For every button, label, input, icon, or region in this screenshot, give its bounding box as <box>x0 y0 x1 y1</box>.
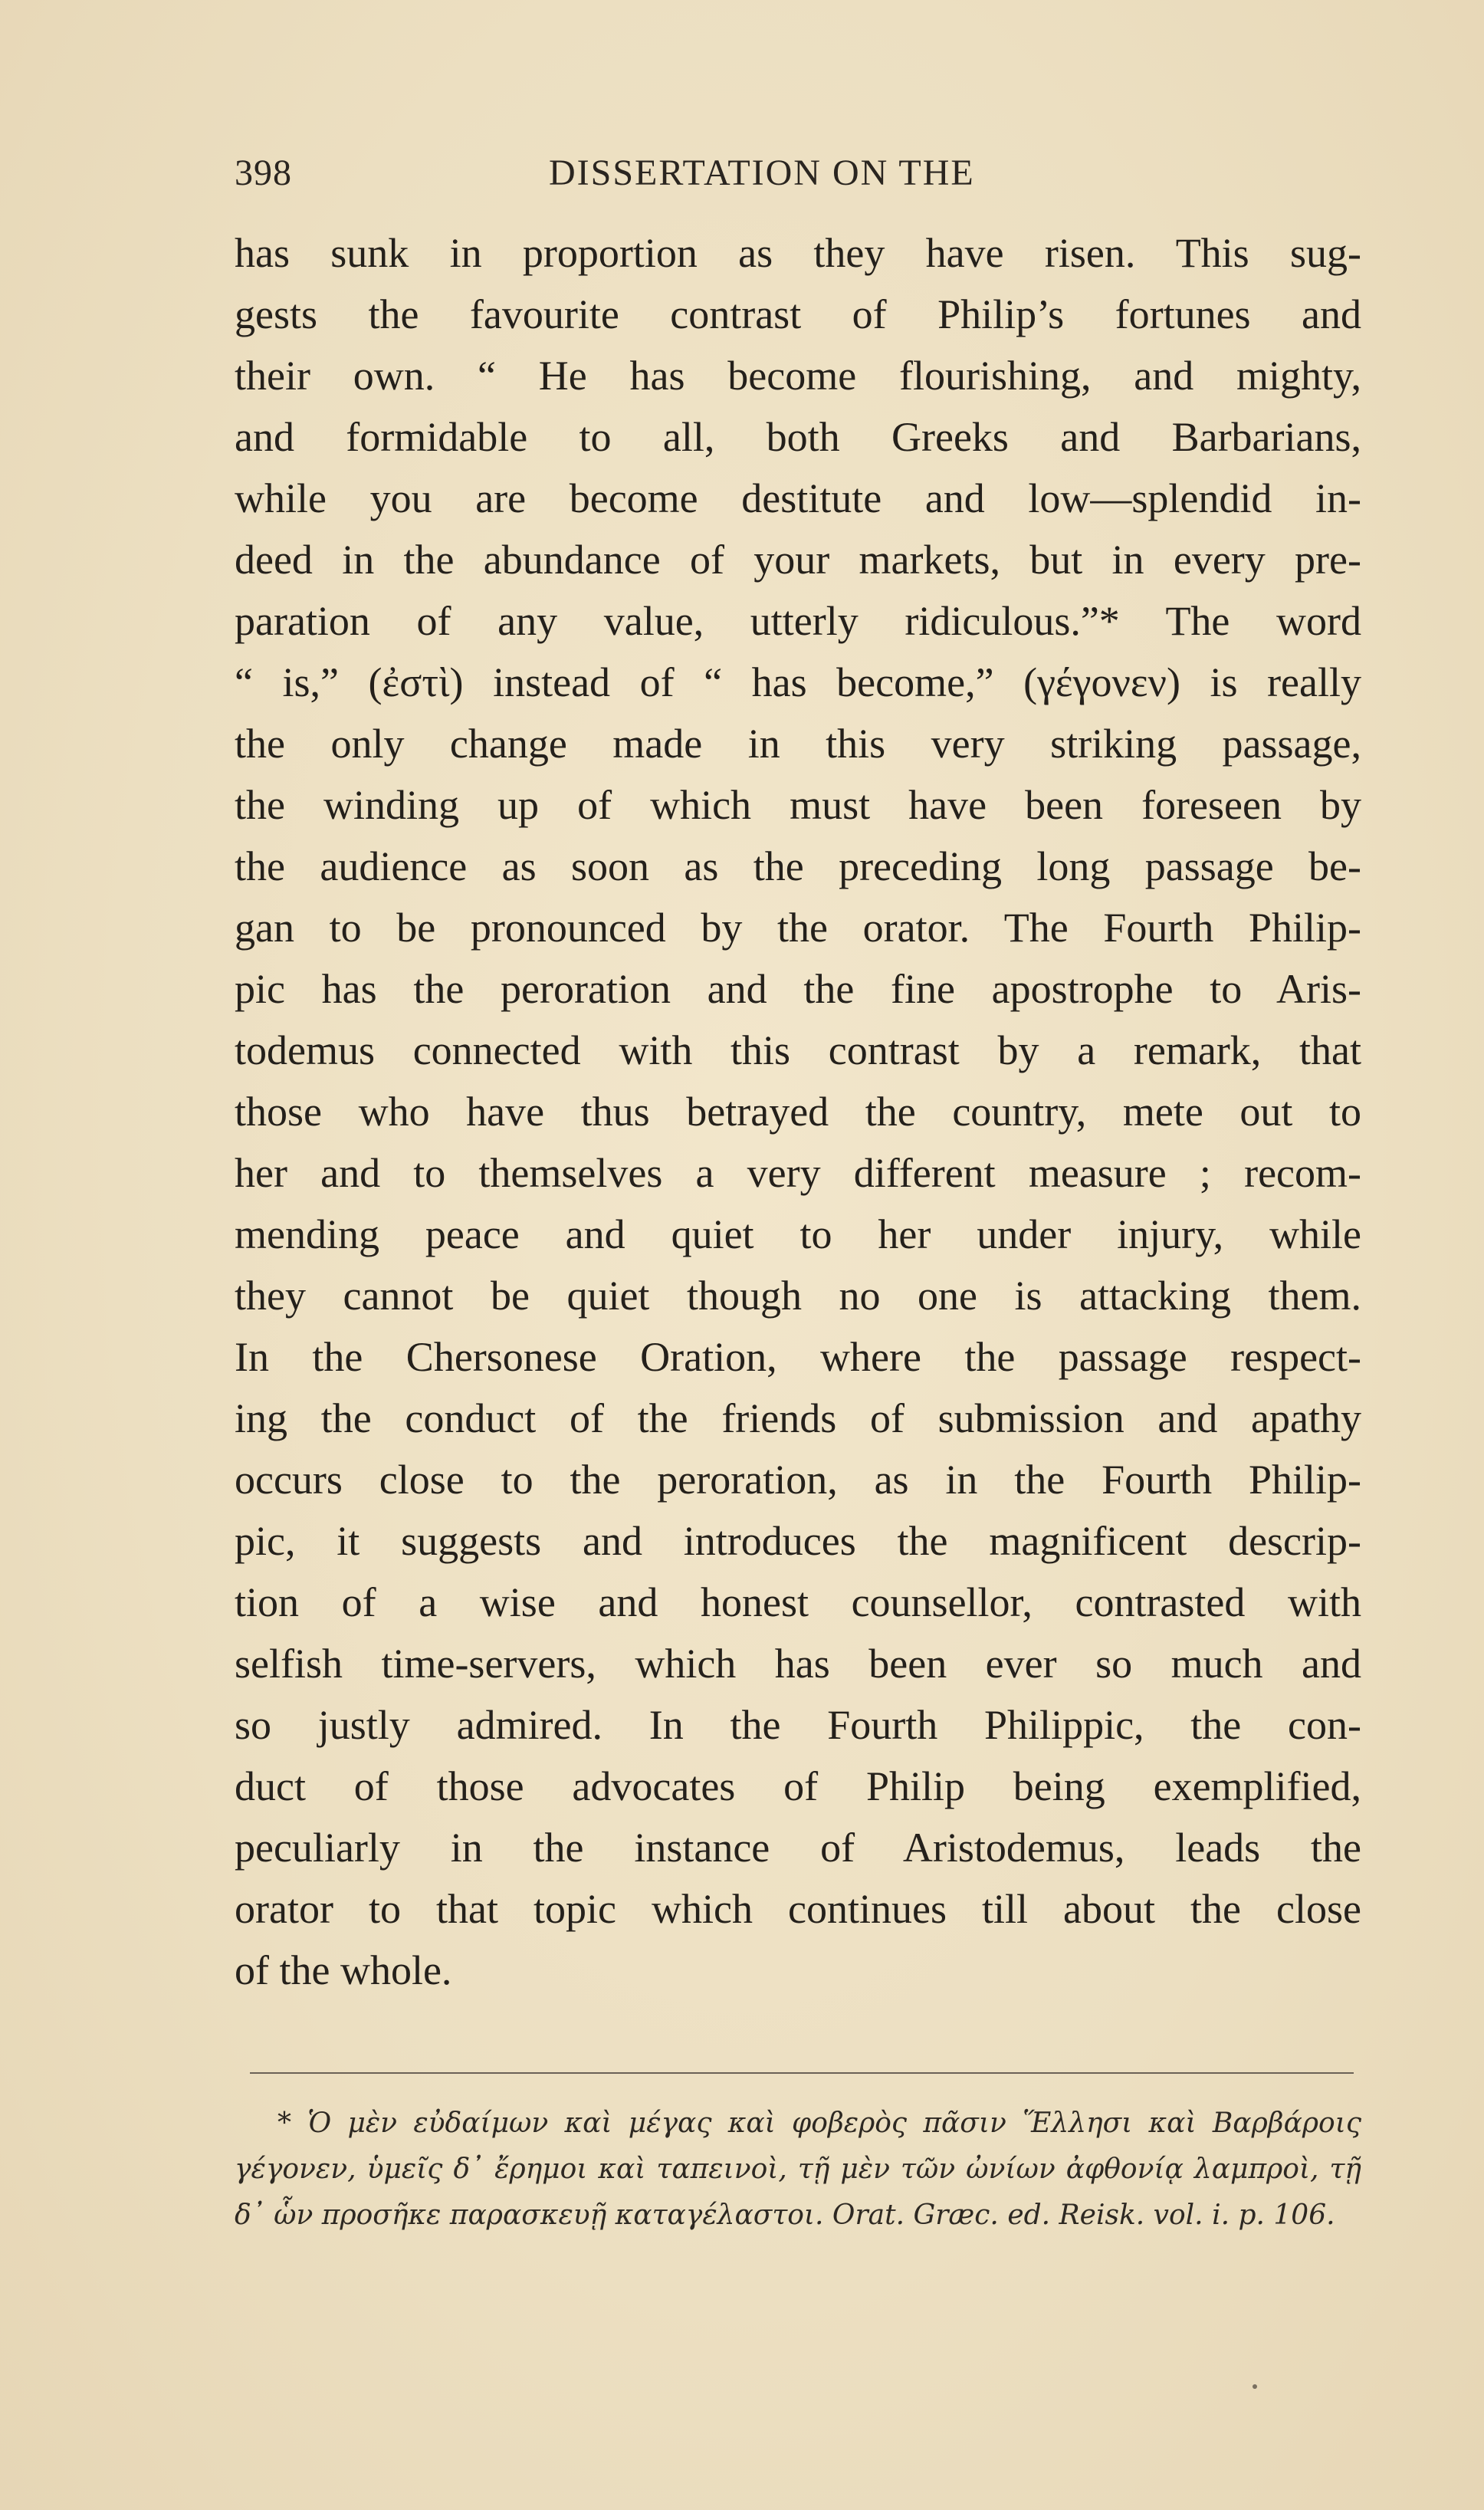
text-line: duct of those advocates of Philip being exemplified, <box>235 1763 1361 1809</box>
text-line: the audience as soon as the preceding long passage be- <box>235 843 1361 889</box>
text-line: occurs close to the peroration, as in the Fourth Philip- <box>235 1457 1361 1503</box>
text-line: todemus connected with this contrast by a remark, that <box>235 1027 1361 1073</box>
text-line: those who have thus betrayed the country, mete out to <box>235 1089 1361 1135</box>
text-line: orator to that topic which continues till about the close <box>235 1886 1361 1932</box>
text-line: their own. “ He has become flourishing, and mighty, <box>235 353 1361 399</box>
text-line: gests the favourite contrast of Philip’s fortunes and <box>235 291 1361 337</box>
footnote <box>235 2101 1361 2239</box>
text-line: they cannot be quiet though no one is attacking them. <box>235 1273 1361 1319</box>
page-number: 398 <box>235 153 292 193</box>
text-line: selfish time-servers, which has been ever so much and <box>235 1641 1361 1687</box>
footnote-line: δ᾽ ὧν προσῆκε παρασκευῇ καταγέλαστοι. Orat. Græc. ed. Reisk. vol. i. p. 106. <box>235 2200 1335 2231</box>
text-line: so justly admired. In the Fourth Philippic, the con- <box>235 1702 1361 1748</box>
text-line: ing the conduct of the friends of submission and apathy <box>235 1395 1361 1441</box>
text-line: her and to themselves a very different measure ; recom- <box>235 1150 1361 1196</box>
text-line: has sunk in proportion as they have risen. This sug- <box>235 230 1361 276</box>
text-line: deed in the abundance of your markets, but in every pre- <box>235 537 1361 583</box>
body-text <box>235 222 1361 2001</box>
text-line: of the whole. <box>235 1947 452 1993</box>
footnote-line: γέγονεν, ὑμεῖς δ᾽ ἔρημοι καὶ ταπεινοὶ, τῇ μὲν τῶν ὠνίων ἀφθονίᾳ λαμπροὶ, τῇ <box>235 2154 1361 2185</box>
text-line: pic has the peroration and the fine apostrophe to Aris- <box>235 966 1361 1012</box>
text-line: In the Chersonese Oration, where the passage respect- <box>235 1334 1361 1380</box>
text-line: and formidable to all, both Greeks and Barbarians, <box>235 414 1361 460</box>
text-line: while you are become destitute and low—splendid in- <box>235 475 1361 521</box>
footnote-line: * Ὁ μὲν εὐδαίμων καὶ μέγας καὶ φοβερὸς πᾶσιν Ἕλλησι καὶ Βαρβάροις <box>277 2108 1361 2139</box>
footnote-rule <box>250 2072 1354 2074</box>
paper-speck <box>1253 2384 1257 2389</box>
text-line: tion of a wise and honest counsellor, contrasted with <box>235 1579 1361 1625</box>
text-line: mending peace and quiet to her under injury, while <box>235 1211 1361 1257</box>
text-line: the only change made in this very striking passage, <box>235 721 1361 767</box>
running-head: DISSERTATION ON THE <box>549 153 975 193</box>
text-line: the winding up of which must have been foreseen by <box>235 782 1361 828</box>
text-line: peculiarly in the instance of Aristodemus, leads the <box>235 1825 1361 1871</box>
text-line: “ is,” (ἐστὶ) instead of “ has become,” (γέγονεν) is really <box>235 659 1361 705</box>
text-line: pic, it suggests and introduces the magnificent descrip- <box>235 1518 1361 1564</box>
page-header <box>235 152 1361 205</box>
text-line: paration of any value, utterly ridiculous.”* The word <box>235 598 1361 644</box>
text-line: gan to be pronounced by the orator. The Fourth Philip- <box>235 905 1361 951</box>
